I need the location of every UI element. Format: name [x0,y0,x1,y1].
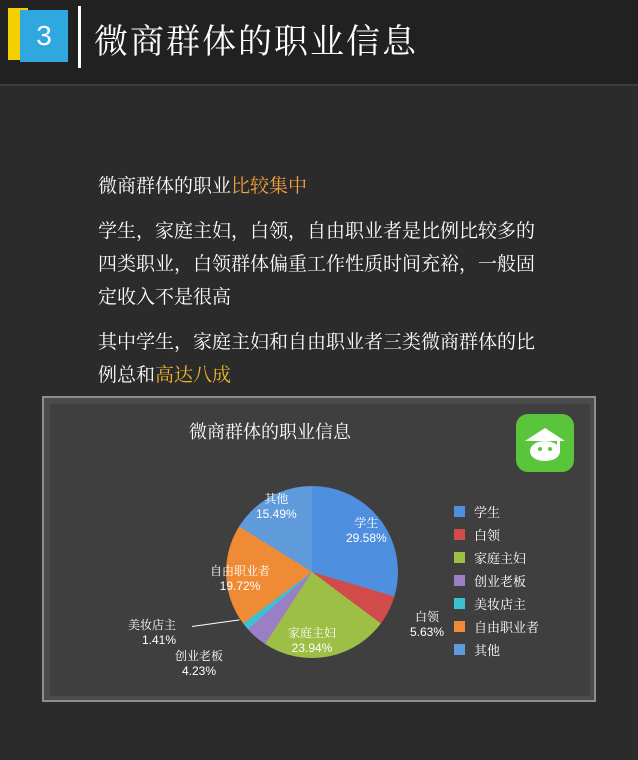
paragraph-3-lead: 其中学生，家庭主妇和自由职业者三类微商群体的比例总和 [98,332,536,386]
legend-label-whitecollar: 白领 [474,528,501,543]
slide-number-badge [20,10,68,62]
wechat-education-logo-icon [516,414,574,472]
paragraph-1-highlight: 比较集中 [231,176,308,197]
slide-number: 3 [36,20,52,51]
paragraph-3-highlight: 高达八成 [155,365,232,386]
paragraph-3 [98,326,550,392]
legend-item-housewife [454,546,566,569]
pie-label-boss-value: 4.23% [181,664,217,678]
pie-label-other-value: 15.49% [256,507,297,521]
pie-label-boss-name: 创业老板 [175,649,224,663]
legend-swatch-beautyshop [454,598,465,609]
logo-face-shape [530,441,560,461]
legend-item-beautyshop [454,592,566,615]
pie-label-housewife [288,626,336,656]
chart-legend [454,500,566,661]
legend-item-other [454,638,566,661]
body-text [98,170,550,404]
chart-title: 微商群体的职业信息 [189,422,351,442]
legend-label-beautyshop: 美妆店主 [474,597,527,612]
pie-label-freelancer-value: 19.72% [219,579,261,593]
paragraph-2: 学生，家庭主妇，白领，自由职业者是比例比较多的四类职业，白领群体偏重工作性质时间充裕，一般固定收入不是很高 [98,221,536,308]
pie-label-freelancer-name: 自由职业者 [210,564,271,578]
legend-item-whitecollar [454,523,566,546]
paragraph-1-lead: 微商群体的职业 [98,176,232,197]
legend-label-other: 其他 [474,643,501,658]
page-title: 微商群体的职业信息 [94,23,418,61]
pie-label-student [346,516,387,546]
pie-label-housewife-name: 家庭主妇 [288,626,337,640]
pie-label-beautyshop-value: 1.41% [141,633,177,647]
pie-label-whitecollar-name: 白领 [415,610,440,624]
pie-label-whitecollar-value: 5.63% [410,625,445,639]
paragraph-1 [98,170,550,203]
slide-header [0,0,638,86]
pie-label-other-name: 其他 [264,492,289,506]
chart-canvas [50,404,590,696]
pie-label-beautyshop-name: 美妆店主 [128,618,177,632]
header-divider [78,6,81,68]
legend-swatch-student [454,506,465,517]
legend-item-student [454,500,566,523]
pie-label-freelancer [210,564,270,594]
logo-eye-left [538,447,542,451]
pie-label-housewife-value: 23.94% [291,641,333,655]
legend-item-boss [454,569,566,592]
pie-label-beautyshop [128,618,176,648]
legend-swatch-boss [454,575,465,586]
legend-swatch-housewife [454,552,465,563]
pie-label-whitecollar [410,610,444,640]
legend-item-freelancer [454,615,566,638]
pie-label-other [256,492,297,522]
legend-label-student: 学生 [474,505,501,520]
legend-swatch-other [454,644,465,655]
chart-panel [42,396,596,702]
legend-swatch-whitecollar [454,529,465,540]
pie-label-student-name: 学生 [354,516,379,530]
legend-swatch-freelancer [454,621,465,632]
legend-label-housewife: 家庭主妇 [474,551,527,566]
logo-eye-right [548,447,552,451]
header-underline [0,84,638,86]
legend-label-boss: 创业老板 [474,574,527,589]
pie-label-boss [175,649,223,679]
pie-label-student-value: 29.58% [346,531,387,545]
legend-label-freelancer: 自由职业者 [474,620,540,635]
